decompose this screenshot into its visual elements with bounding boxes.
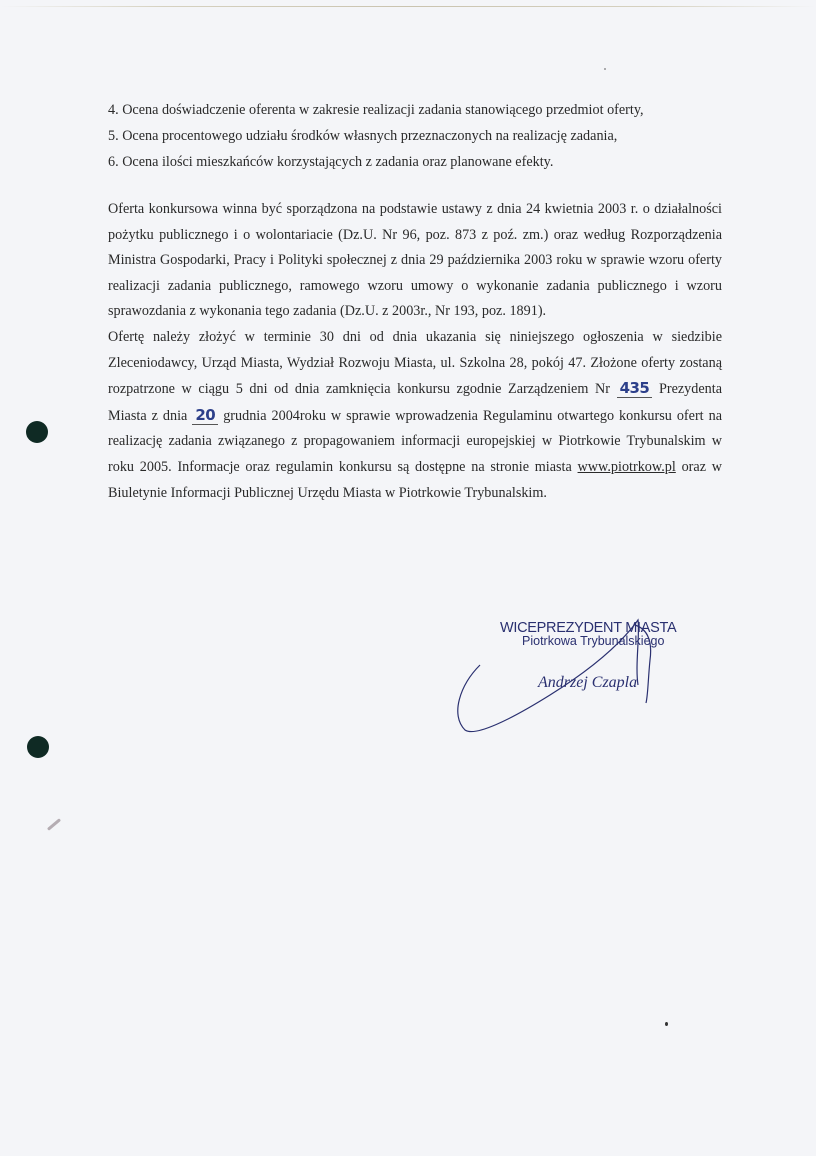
criterion-item: 6. Ocena ilości mieszkańców korzystających z zadania oraz planowane efekty.: [108, 154, 554, 170]
stamp-name: Andrzej Czapla: [538, 674, 638, 691]
website-link[interactable]: www.piotrkow.pl: [577, 458, 676, 475]
official-stamp: [500, 620, 700, 692]
submission-text: grudnia 2004roku w sprawie wprowadzenia Regulaminu otwartego konkursu ofert na realizację zadania związanego z propagowaniem informacji europejskiej w Piotrkowie Trybunalskim w roku 2005. Informacje oraz regulamin konkursu są dostępne na stronie miasta: [108, 407, 722, 475]
criterion-item: 4. Ocena doświadczenie oferenta w zakresie realizacji zadania stanowiącego przedmiot oferty,: [108, 102, 644, 118]
legal-basis-paragraph: Oferta konkursowa winna być sporządzona na podstawie ustawy z dnia 24 kwietnia 2003 r. o działalności pożytku publicznego i o wolontariacie (Dz.U. Nr 96, poz. 873 z poź. zm.) oraz według Rozporządzenia Ministra Gospodarki, Pracy i Polityki społecznej z dnia 29 października 2003 roku w sprawie wzoru oferty realizacji zadania publicznego, ramowego wzoru umowy o wykonanie zadania publicznego i wzoru sprawozdania z wykonania tego zadania (Dz.U. z 2003r., Nr 193, poz. 1891).: [108, 201, 722, 320]
scan-mark: [47, 818, 61, 831]
punch-hole-top: [26, 421, 48, 443]
scan-dot: [604, 68, 606, 70]
scan-dot: [665, 1022, 668, 1026]
submission-text: Ofertę należy złożyć w terminie 30 dni od dnia ukazania się niniejszego ogłoszenia w siedzibie Zleceniodawcy, Urząd Miasta, Wydział Rozwoju Miasta, ul. Szkolna 28, pokój 47. Złożone oferty zostaną rozpatrzone w ciągu 5 dni od dnia zamknięcia konkursu zgodnie Zarządzeniem Nr: [108, 328, 722, 398]
document-body: [108, 97, 722, 506]
scan-edge-line: [0, 6, 816, 7]
punch-hole-bottom: [27, 736, 49, 758]
evaluation-criteria-list: [108, 97, 722, 175]
submission-paragraph: [108, 325, 722, 506]
stamp-title: WICEPREZYDENT MIASTA: [500, 620, 677, 636]
handwritten-order-number: 435: [617, 379, 653, 398]
submission-text: Prezydenta Miasta z dnia: [108, 381, 722, 424]
stamp-subtitle: Piotrkowa Trybunalskiego: [522, 634, 665, 648]
criterion-item: 5. Ocena procentowego udziału środków własnych przeznaczonych na realizację zadania,: [108, 128, 618, 144]
submission-text: oraz w Biuletynie Informacji Publicznej Urzędu Miasta w Piotrkowie Trybunalskim.: [108, 458, 722, 501]
handwritten-day: 20: [192, 406, 218, 425]
